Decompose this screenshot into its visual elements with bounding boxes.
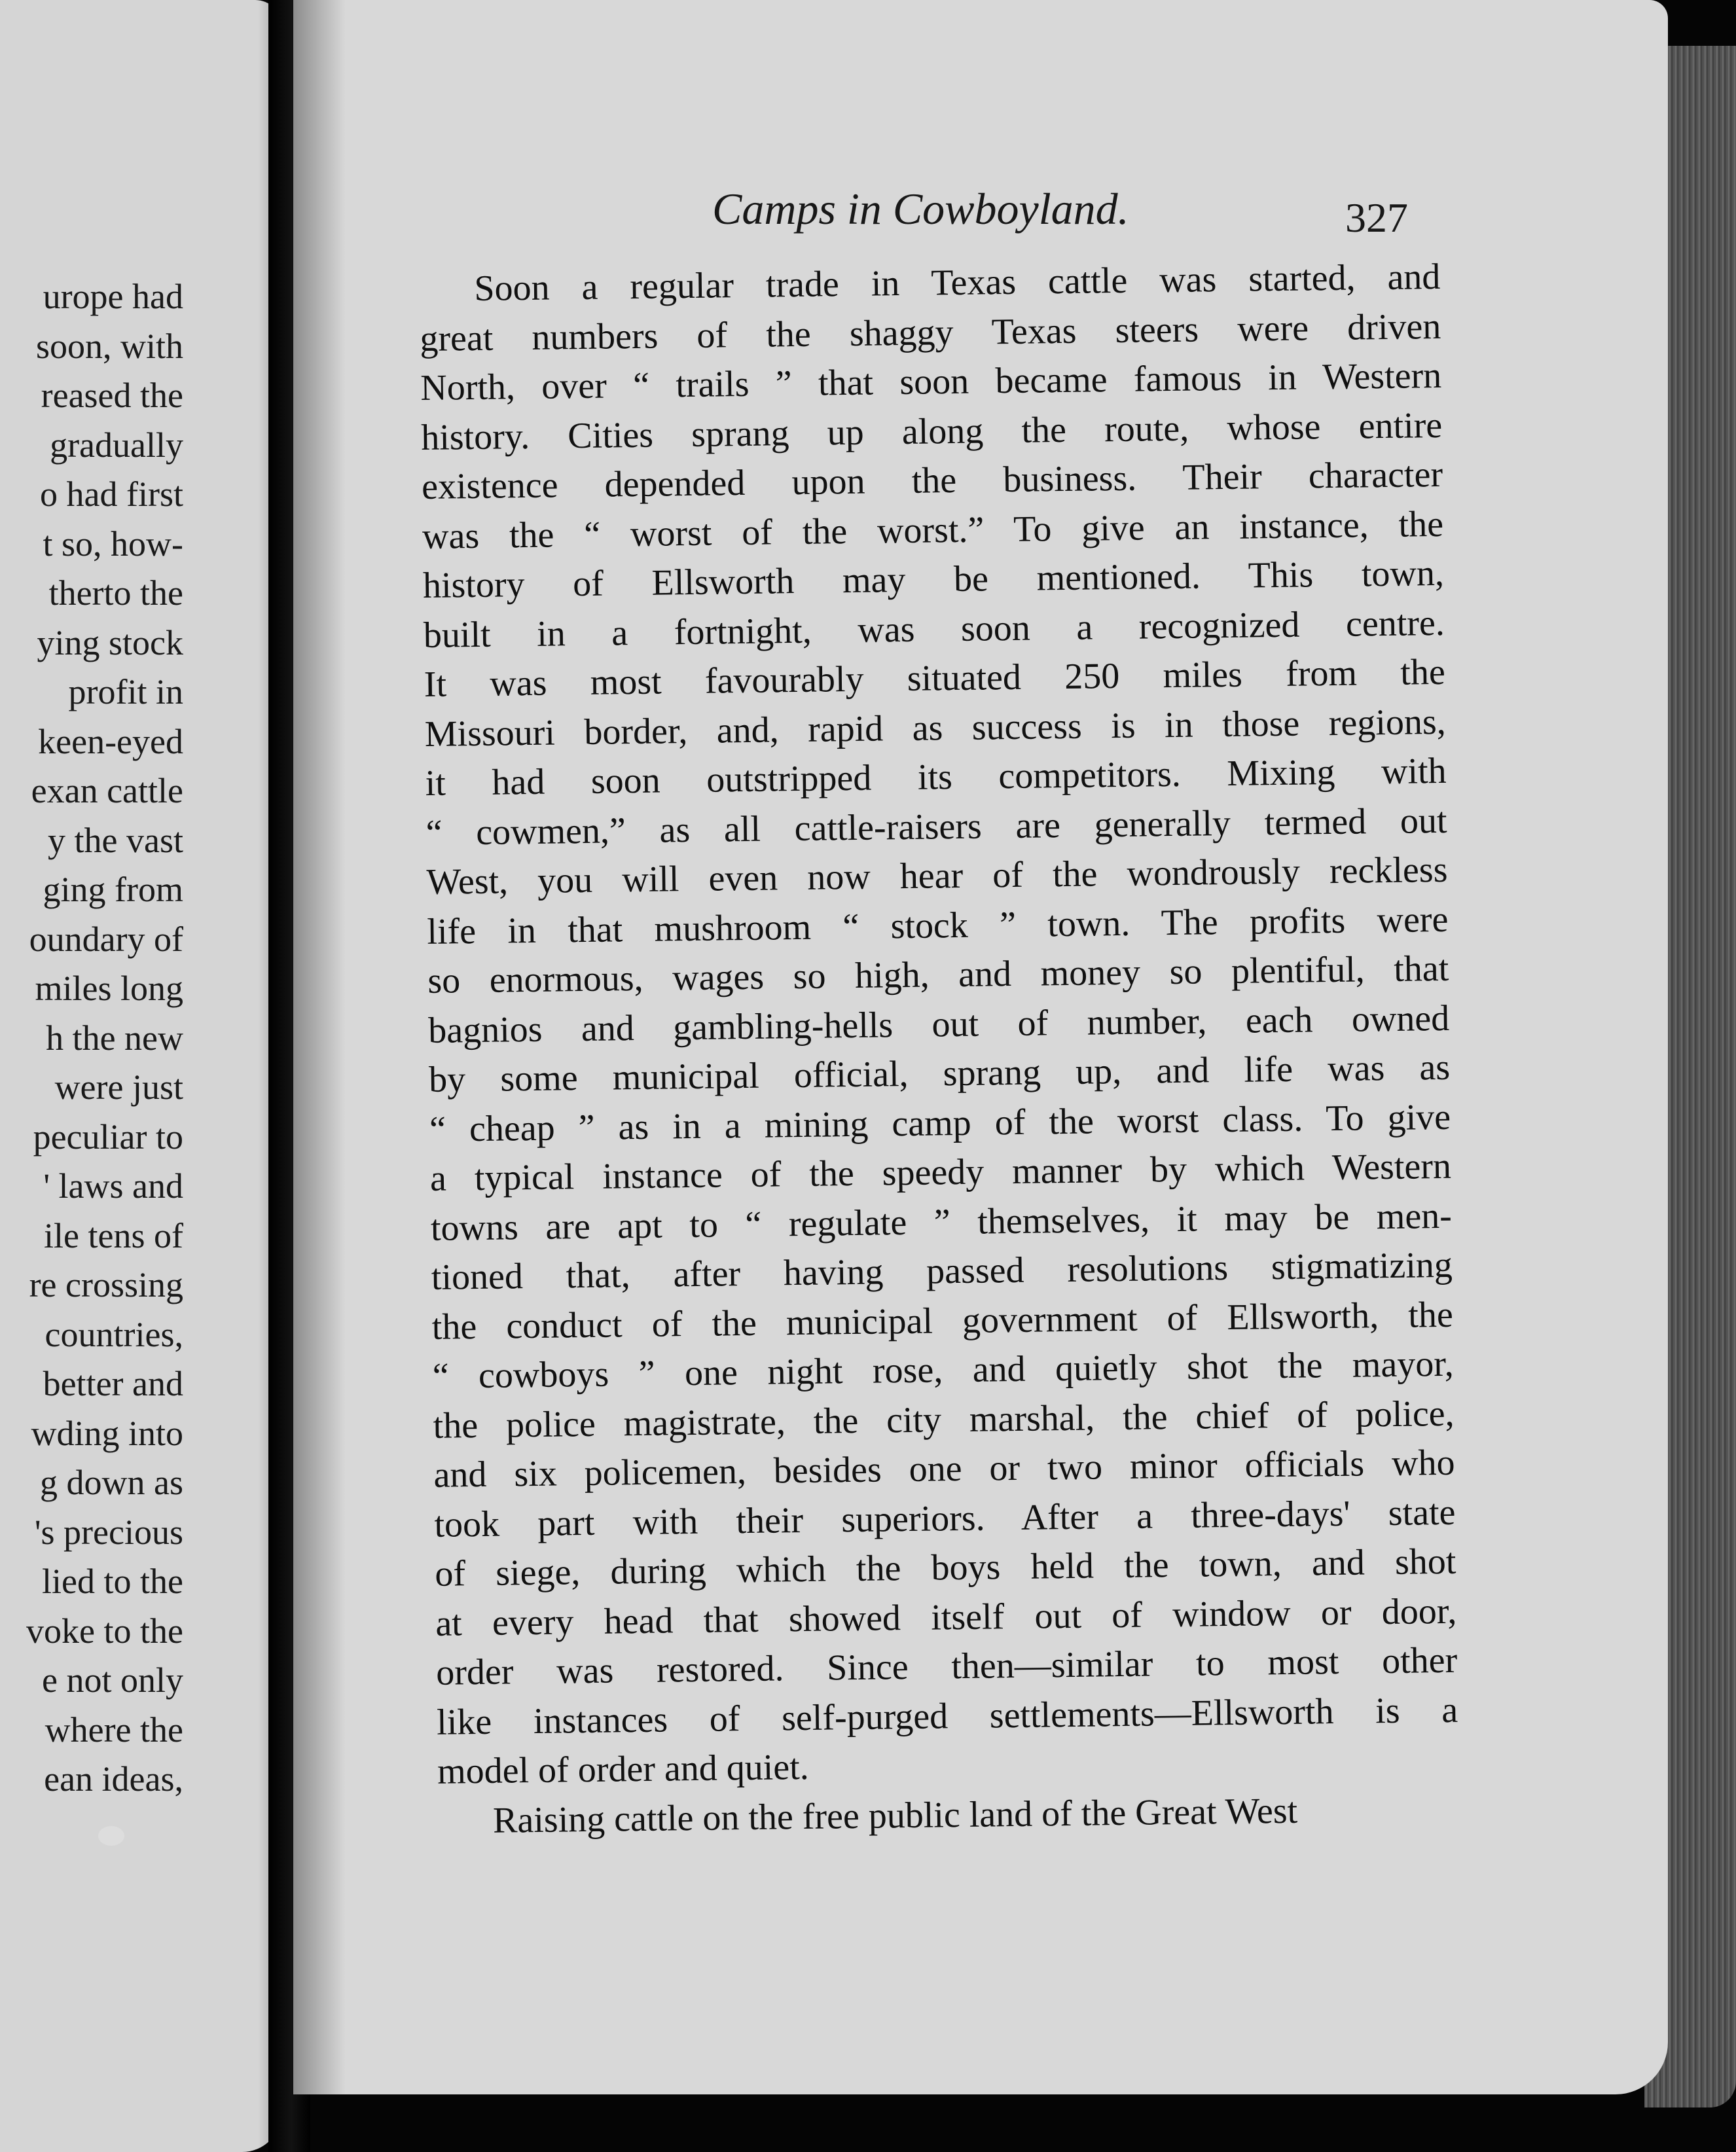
text-line: “ cowboys ” one night rose, and quietly shot the mayor,: [432, 1343, 1455, 1397]
page-number: 327: [1345, 194, 1408, 241]
text-line: towns are apt to “ regulate ” themselves, it may be men-: [430, 1195, 1453, 1249]
text-line: tioned that, after having passed resolutions stigmatizing: [431, 1244, 1453, 1298]
facing-page-line: ile tens of: [44, 1215, 183, 1255]
facing-page-left: [0, 0, 281, 2152]
facing-page-line: g down as: [40, 1463, 183, 1502]
facing-page-line: t so, how-: [43, 524, 183, 564]
facing-page-line: wding into: [31, 1413, 183, 1453]
facing-page-line: were just: [54, 1067, 183, 1107]
facing-page-line: o had first: [40, 475, 183, 514]
facing-page-text: [26, 272, 183, 1804]
text-line: a typical instance of the speedy manner by which Western: [429, 1145, 1452, 1199]
text-line: order was restored. Since then—similar to most other: [435, 1640, 1458, 1693]
text-line: model of order and quiet.: [437, 1746, 810, 1792]
text-line: like instances of self-purged settlements—Ellsworth is a: [436, 1689, 1458, 1743]
text-line: Raising cattle on the free public land of the Great West: [492, 1790, 1298, 1841]
facing-page-line: voke to the: [26, 1611, 183, 1651]
facing-page-line: oundary of: [29, 919, 183, 959]
text-line: history of Ellsworth may be mentioned. This town,: [422, 552, 1445, 606]
text-line: took part with their superiors. After a three-days' state: [434, 1492, 1456, 1545]
facing-page-line: lied to the: [42, 1562, 183, 1601]
text-line: bagnios and gambling-hells out of number, each owned: [427, 997, 1450, 1051]
text-line: “ cowmen,” as all cattle-raisers are generally termed out: [425, 800, 1447, 853]
text-line: by some municipal official, sprang up, and life was as: [428, 1047, 1451, 1100]
text-line: existence depended upon the business. Their character: [421, 454, 1443, 507]
facing-page-line: e not only: [42, 1660, 183, 1700]
facing-page-line: miles long: [35, 969, 183, 1008]
text-line: at every head that showed itself out of window or door,: [435, 1590, 1457, 1644]
text-line: the conduct of the municipal government of Ellsworth, the: [431, 1294, 1454, 1348]
text-line: of siege, during which the boys held the town, and shot: [435, 1541, 1456, 1594]
text-line: so enormous, wages so high, and money so plentiful, that: [427, 948, 1449, 1001]
dust-speck: [98, 1826, 124, 1846]
text-line: North, over “ trails ” that soon became famous in Western: [420, 355, 1442, 408]
text-line: Soon a regular trade in Texas cattle was started, and: [474, 256, 1441, 309]
facing-page-line: re crossing: [29, 1265, 183, 1304]
facing-page-line: gradually: [50, 425, 183, 465]
text-line: It was most favourably situated 250 miles from the: [424, 651, 1446, 705]
text-line: great numbers of the shaggy Texas steers were driven: [419, 306, 1441, 359]
running-head: Camps in Cowboyland.: [712, 184, 1129, 234]
text-line: “ cheap ” as in a mining camp of the worst class. To give: [429, 1096, 1451, 1150]
text-line: life in that mushroom “ stock ” town. The profits were: [427, 899, 1449, 952]
facing-page-line: soon, with: [35, 326, 183, 366]
facing-page-line: reased the: [41, 376, 183, 415]
facing-page-line: profit in: [68, 672, 183, 711]
facing-page-line: countries,: [45, 1314, 183, 1354]
facing-page-line: urope had: [43, 277, 183, 316]
facing-page-line: therto the: [48, 573, 183, 613]
text-line: history. Cities sprang up along the route, whose entire: [420, 404, 1443, 458]
facing-page-line: keen-eyed: [38, 721, 183, 761]
facing-page-line: ' laws and: [43, 1166, 183, 1206]
facing-page-line: ging from: [43, 870, 183, 909]
text-line: and six policemen, besides one or two minor officials who: [433, 1442, 1455, 1496]
facing-page-line: where the: [45, 1710, 183, 1749]
body-text: [419, 253, 1459, 1846]
text-line: it had soon outstripped its competitors. Mixing with: [425, 750, 1447, 804]
text-line: was the “ worst of the worst.” To give an instance, the: [422, 503, 1444, 557]
facing-page-line: h the new: [46, 1018, 183, 1058]
facing-page-line: better and: [43, 1364, 183, 1403]
facing-page-line: exan cattle: [31, 771, 183, 810]
facing-page-line: ying stock: [37, 622, 183, 662]
facing-page-line: ean ideas,: [44, 1759, 183, 1799]
facing-page-line: peculiar to: [33, 1117, 183, 1157]
facing-page-line: 's precious: [34, 1512, 183, 1552]
text-line: the police magistrate, the city marshal, the chief of police,: [433, 1393, 1455, 1446]
text-line: Missouri border, and, rapid as success is in those regions,: [424, 701, 1447, 755]
text-line: West, you will even now hear of the wondrously reckless: [426, 849, 1448, 903]
facing-page-line: y the vast: [48, 820, 183, 860]
text-line: built in a fortnight, was soon a recognized centre.: [423, 602, 1445, 656]
